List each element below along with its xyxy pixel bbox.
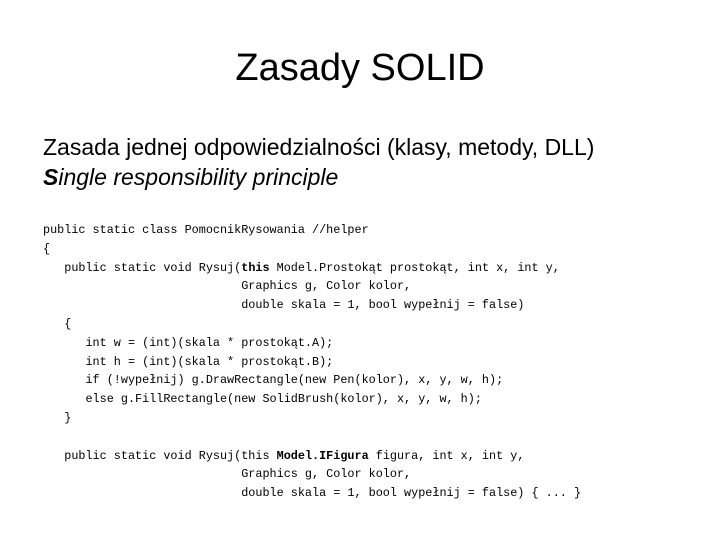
code-line: {: [43, 241, 51, 256]
subtitle-english-rest: ingle responsibility principle: [58, 164, 339, 190]
code-fragment: figura, int x, int y,: [368, 448, 525, 463]
subtitle-english-initial: S: [43, 164, 59, 190]
slide-title: Zasady SOLID: [235, 47, 485, 89]
code-keyword-this: this: [241, 260, 270, 275]
code-listing: [43, 221, 581, 503]
code-fragment: public static void Rysuj(this: [43, 448, 277, 463]
code-blank-line: [43, 428, 581, 447]
code-line: Graphics g, Color kolor,: [43, 467, 412, 482]
code-line: int h = (int)(skala * prostokąt.B);: [43, 354, 334, 369]
code-line: [43, 447, 581, 466]
code-line: }: [43, 410, 72, 425]
code-line: double skala = 1, bool wypełnij = false) { ... }: [43, 486, 582, 501]
subtitle-block: [43, 132, 594, 192]
code-line: [43, 259, 581, 278]
code-line: {: [43, 316, 72, 331]
code-line: else g.FillRectangle(new SolidBrush(kolor), x, y, w, h);: [43, 392, 482, 407]
code-type-ifigura: Model.IFigura: [276, 448, 369, 463]
subtitle-english: [43, 162, 594, 192]
code-fragment: public static void Rysuj(: [43, 260, 242, 275]
code-line: Graphics g, Color kolor,: [43, 279, 412, 294]
code-fragment: Model.Prostokąt prostokąt, int x, int y,: [269, 260, 560, 275]
code-line: if (!wypełnij) g.DrawRectangle(new Pen(kolor), x, y, w, h);: [43, 373, 504, 388]
code-line: public static class PomocnikRysowania //helper: [43, 223, 369, 237]
subtitle-polish: Zasada jednej odpowiedzialności (klasy, metody, DLL): [43, 134, 595, 160]
code-line: int w = (int)(skala * prostokąt.A);: [43, 335, 334, 350]
code-line: double skala = 1, bool wypełnij = false): [43, 298, 525, 313]
